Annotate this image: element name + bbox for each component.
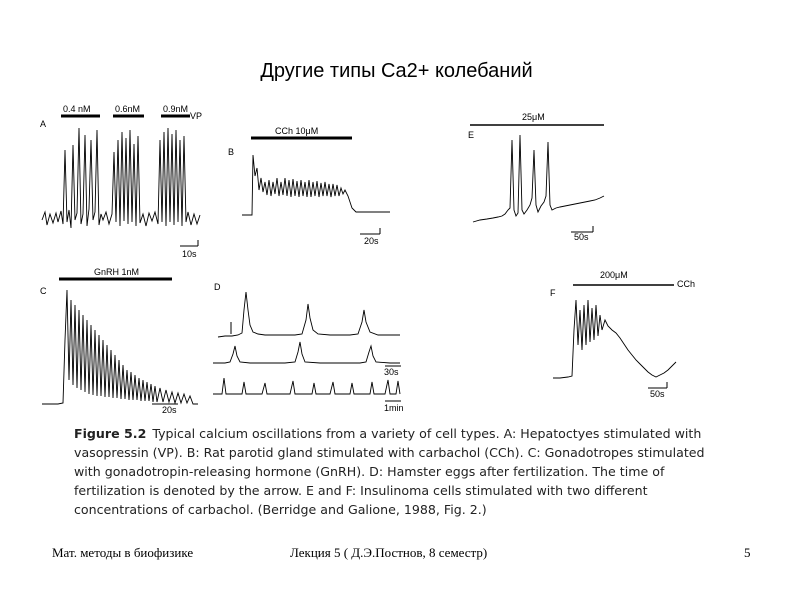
footer-course: Мат. методы в биофизике xyxy=(52,545,194,560)
panel-a-trace xyxy=(42,128,200,228)
figure-caption xyxy=(74,424,734,519)
footer-lecture: Лекция 5 ( Д.Э.Постнов, 8 семестр) xyxy=(290,545,488,560)
panel-f-label: F xyxy=(550,288,556,298)
panel-c-stim: GnRH 1nM xyxy=(94,267,140,277)
panel-c-label: C xyxy=(40,286,47,296)
panel-a-label: A xyxy=(40,119,47,129)
figure-caption-label: Figure 5.2 xyxy=(74,426,147,441)
panel-a-scale: 10s xyxy=(182,249,197,259)
panel-b-trace xyxy=(244,155,390,215)
panel-e-stim: 25μM xyxy=(522,112,545,122)
panel-c-scale: 20s xyxy=(162,405,177,415)
panel-e-label: E xyxy=(468,130,475,140)
panel-e-trace xyxy=(473,135,604,222)
panel-f-stim: 200μM xyxy=(600,270,628,280)
panel-a-agent: VP xyxy=(190,111,203,121)
panel-f-scale: 50s xyxy=(650,389,665,399)
slide-title: Другие типы Ca2+ колебаний xyxy=(260,60,533,82)
panel-d-trace-1 xyxy=(218,292,400,337)
panel-e-scale: 50s xyxy=(574,232,589,242)
panel-b-stim: CCh 10μM xyxy=(275,126,319,136)
panel-d-scale-2: 1min xyxy=(384,403,404,413)
panel-b-scale: 20s xyxy=(364,236,379,246)
panel-d-label: D xyxy=(214,282,221,292)
panel-d-scale-1: 30s xyxy=(384,367,399,377)
panel-a-stim-3: 0.9nM xyxy=(163,104,189,114)
panel-f-agent: CCh xyxy=(677,279,696,289)
panel-a-stim-1: 0.4 nM xyxy=(63,104,91,114)
figure-caption-text: Typical calcium oscillations from a variety of cell types. A: Hepatoctyes stimulated with vasopressin (VP). B: Rat parotid gland stimulated with carbachol (CCh). C: Gonadotropes stimulated with gonadotropin-releasing hormone (GnRH). D: Hamster eggs after fertilization. The time of fertilization is denoted by the arrow. E and F: Insulinoma cells stimulated with two different concentrations of carbachol. (Berridge and Galione, 1988, Fig. 2.) xyxy=(74,426,705,517)
footer-page-number: 5 xyxy=(744,545,751,560)
panel-d-trace-3 xyxy=(213,378,400,394)
panel-b-label: B xyxy=(228,147,235,157)
panel-f-trace xyxy=(553,300,676,378)
panel-a-stim-2: 0.6nM xyxy=(115,104,141,114)
panel-d-trace-2 xyxy=(213,342,400,363)
panel-c-trace xyxy=(42,290,198,404)
